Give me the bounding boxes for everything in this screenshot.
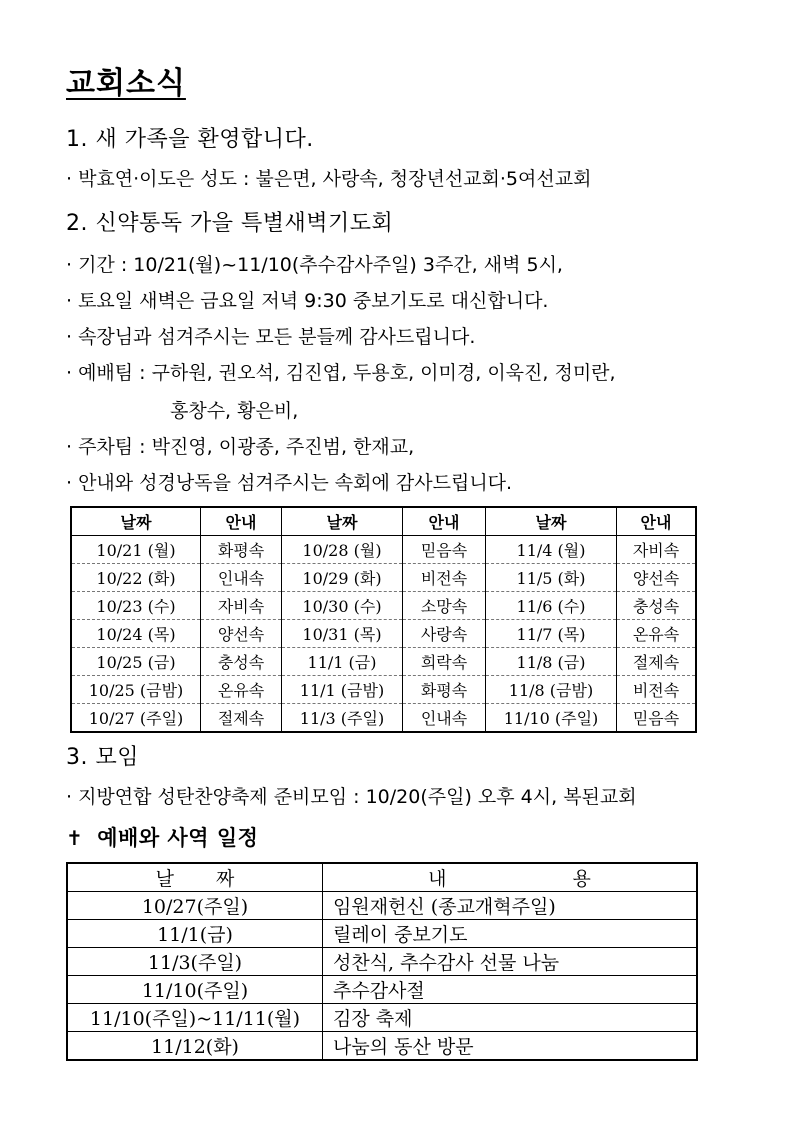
worship-schedule-table (66, 862, 698, 1061)
cell-date: 11/3(주일) (67, 948, 323, 976)
page-title: 교회소식 (66, 66, 186, 101)
header-content: 내 용 (323, 863, 698, 892)
table-row (67, 948, 697, 976)
section2-line-guide-thanks: · 안내와 성경낭독을 섬겨주시는 속회에 감사드립니다. (66, 472, 513, 494)
cell-date: 11/3 (주일) (282, 704, 403, 733)
cell-date: 11/12(화) (67, 1032, 323, 1061)
cell-date: 10/25 (금) (71, 648, 201, 676)
table-row (71, 676, 696, 704)
cell-content: 릴레이 중보기도 (323, 920, 698, 948)
table-row (71, 704, 696, 733)
cell-guide: 절제속 (617, 648, 697, 676)
cell-date: 10/24 (목) (71, 620, 201, 648)
cell-content: 나눔의 동산 방문 (323, 1032, 698, 1061)
cell-content: 추수감사절 (323, 976, 698, 1004)
cell-date: 11/5 (화) (486, 564, 617, 592)
table-row (67, 1004, 697, 1032)
worship-heading-label: 예배와 사역 일정 (97, 826, 259, 850)
header-guide: 안내 (201, 507, 282, 536)
cell-date: 10/23 (수) (71, 592, 201, 620)
cell-date: 11/10 (주일) (486, 704, 617, 733)
cell-content: 김장 축제 (323, 1004, 698, 1032)
cell-guide: 비전속 (617, 676, 697, 704)
cell-content: 성찬식, 추수감사 선물 나눔 (323, 948, 698, 976)
cell-date: 11/10(주일)~11/11(월) (67, 1004, 323, 1032)
cell-date: 11/10(주일) (67, 976, 323, 1004)
section2-line-worship-team-cont: 홍창수, 황은비, (170, 400, 299, 422)
cell-date: 11/1 (금밤) (282, 676, 403, 704)
cell-date: 10/31 (목) (282, 620, 403, 648)
section2-line-saturday: · 토요일 새벽은 금요일 저녁 9:30 중보기도로 대신합니다. (66, 290, 549, 312)
cell-guide: 인내속 (201, 564, 282, 592)
cell-content: 임원재헌신 (종교개혁주일) (323, 892, 698, 920)
cell-guide: 온유속 (201, 676, 282, 704)
table-row (71, 620, 696, 648)
table-row (71, 592, 696, 620)
cell-guide: 사랑속 (403, 620, 486, 648)
cell-date: 11/4 (월) (486, 536, 617, 564)
table-header-row (67, 863, 697, 892)
section3-line: · 지방연합 성탄찬양축제 준비모임 : 10/20(주일) 오후 4시, 복된교회 (66, 786, 637, 808)
cross-icon: ✝ (66, 826, 84, 850)
table-row (67, 1032, 697, 1061)
section2-heading: 2. 신약통독 가을 특별새벽기도회 (66, 211, 394, 236)
worship-schedule-heading (66, 822, 258, 852)
header-date: 날짜 (282, 507, 403, 536)
section2-line-thanks: · 속장님과 섬겨주시는 모든 분들께 감사드립니다. (66, 326, 476, 348)
table-row (67, 976, 697, 1004)
cell-guide: 충성속 (201, 648, 282, 676)
cell-guide: 비전속 (403, 564, 486, 592)
cell-guide: 인내속 (403, 704, 486, 733)
cell-date: 11/8 (금) (486, 648, 617, 676)
cell-guide: 자비속 (617, 536, 697, 564)
cell-guide: 온유속 (617, 620, 697, 648)
table-row (71, 536, 696, 564)
section1-line: · 박효연·이도은 성도 : 불은면, 사랑속, 청장년선교회·5여선교회 (66, 168, 592, 190)
cell-date: 11/7 (목) (486, 620, 617, 648)
cell-date: 10/27 (주일) (71, 704, 201, 733)
cell-guide: 화평속 (201, 536, 282, 564)
cell-date: 10/25 (금밤) (71, 676, 201, 704)
cell-date: 10/30 (수) (282, 592, 403, 620)
section2-line-parking-team: · 주차팀 : 박진영, 이광종, 주진범, 한재교, (66, 436, 415, 458)
header-date: 날짜 (486, 507, 617, 536)
cell-date: 10/27(주일) (67, 892, 323, 920)
cell-guide: 믿음속 (617, 704, 697, 733)
cell-guide: 충성속 (617, 592, 697, 620)
cell-guide: 믿음속 (403, 536, 486, 564)
header-date: 날 짜 (67, 863, 323, 892)
cell-guide: 소망속 (403, 592, 486, 620)
table-row (71, 564, 696, 592)
section3-heading: 3. 모임 (66, 745, 139, 770)
dawn-prayer-schedule-table (70, 506, 697, 733)
cell-date: 10/29 (화) (282, 564, 403, 592)
section2-line-period: · 기간 : 10/21(월)~11/10(추수감사주일) 3주간, 새벽 5시, (66, 254, 563, 276)
cell-guide: 양선속 (617, 564, 697, 592)
cell-guide: 절제속 (201, 704, 282, 733)
cell-date: 11/1 (금) (282, 648, 403, 676)
cell-guide: 자비속 (201, 592, 282, 620)
cell-date: 10/28 (월) (282, 536, 403, 564)
cell-date: 11/8 (금밤) (486, 676, 617, 704)
header-guide: 안내 (617, 507, 697, 536)
table-row (71, 648, 696, 676)
table-header-row (71, 507, 696, 536)
cell-date: 10/22 (화) (71, 564, 201, 592)
section2-line-worship-team: · 예배팀 : 구하원, 권오석, 김진엽, 두용호, 이미경, 이욱진, 정미란, (66, 362, 616, 384)
header-guide: 안내 (403, 507, 486, 536)
cell-date: 11/1(금) (67, 920, 323, 948)
cell-date: 11/6 (수) (486, 592, 617, 620)
cell-guide: 희락속 (403, 648, 486, 676)
table-row (67, 920, 697, 948)
header-date: 날짜 (71, 507, 201, 536)
cell-date: 10/21 (월) (71, 536, 201, 564)
cell-guide: 양선속 (201, 620, 282, 648)
cell-guide: 화평속 (403, 676, 486, 704)
table-row (67, 892, 697, 920)
section1-heading: 1. 새 가족을 환영합니다. (66, 127, 314, 152)
